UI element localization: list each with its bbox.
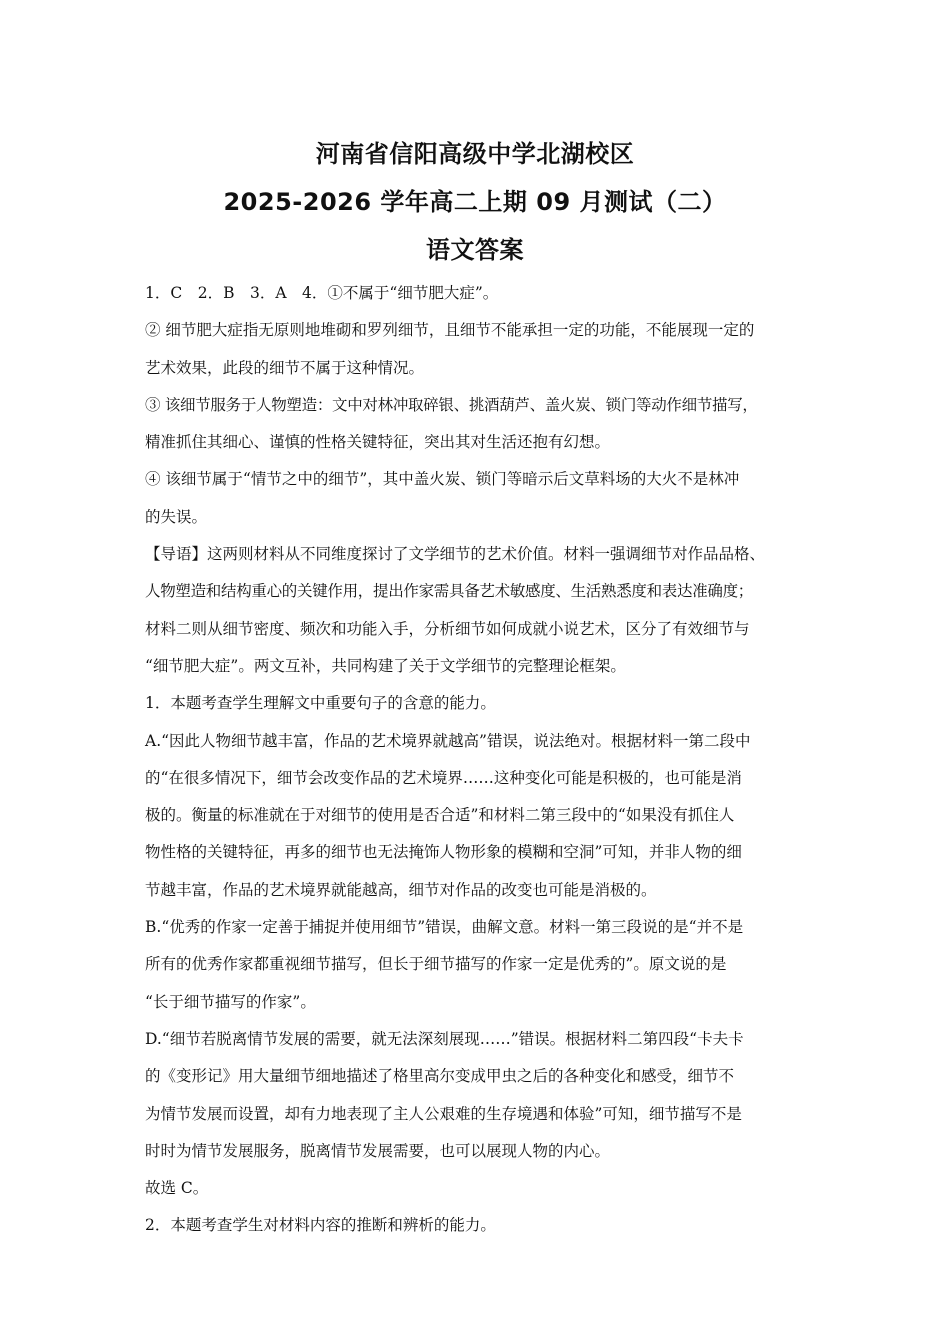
answer-line: 精准抓住其细心、谨慎的性格关键特征，突出其对生活还抱有幻想。 xyxy=(145,433,611,452)
intro-line: 【导语】这两则材料从不同维度探讨了文学细节的艺术价值。材料一强调细节对作品品格、 xyxy=(145,545,766,564)
answer-line: 的失误。 xyxy=(145,507,208,526)
question-heading: 1．本题考查学生理解文中重要句子的含意的能力。 xyxy=(145,694,496,713)
intro-line: “细节肥大症”。两文互补，共同构建了关于文学细节的完整理论框架。 xyxy=(145,656,626,675)
analysis-line: 的《变形记》用大量细节细地描述了格里高尔变成甲虫之后的各种变化和感受，细节不 xyxy=(145,1067,735,1086)
document-header xyxy=(0,130,950,274)
analysis-line: 极的。衡量的标准就在于对细节的使用是否合适”和材料二第三段中的“如果没有抓住人 xyxy=(145,806,735,825)
analysis-line: D.“细节若脱离情节发展的需要，就无法深刻展现……”错误。根据材料二第四段“卡夫卡 xyxy=(145,1029,744,1048)
analysis-line: “长于细节描写的作家”。 xyxy=(145,992,316,1011)
answer-line: ③ 该细节服务于人物塑造：文中对林冲取碎银、挑酒葫芦、盖火炭、锁门等动作细节描写， xyxy=(145,395,758,414)
intro-line: 材料二则从细节密度、频次和功能入手，分析细节如何成就小说艺术，区分了有效细节与 xyxy=(145,619,750,638)
analysis-line: B.“优秀的作家一定善于捕捉并使用细节”错误，曲解文意。材料一第三段说的是“并不是 xyxy=(145,918,744,937)
answer-line: ④ 该细节属于“情节之中的细节”，其中盖火炭、锁门等暗示后文草料场的大火不是林冲 xyxy=(145,470,740,489)
analysis-line: A.“因此人物细节越丰富，作品的艺术境界就越高”错误，说法绝对。根据材料一第二段中 xyxy=(145,731,751,750)
exam-title: 2025-2026 学年高二上期 09 月测试（二） xyxy=(223,188,727,216)
answer-body xyxy=(145,275,820,1245)
analysis-line: 为情节发展而设置，却有力地表现了主人公艰难的生存境遇和体验”可知，细节描写不是 xyxy=(145,1104,742,1123)
analysis-line: 所有的优秀作家都重视细节描写，但长于细节描写的作家一定是优秀的”。原文说的是 xyxy=(145,955,727,974)
answer-line: 艺术效果，此段的细节不属于这种情况。 xyxy=(145,358,425,377)
analysis-line: 节越丰富，作品的艺术境界就能越高，细节对作品的改变也可能是消极的。 xyxy=(145,880,657,899)
answer-line: 1．C 2．B 3．A 4．①不属于“细节肥大症”。 xyxy=(145,284,499,302)
answer-line: ② 细节肥大症指无原则地堆砌和罗列细节，且细节不能承担一定的功能，不能展现一定的 xyxy=(145,321,755,340)
subject-title: 语文答案 xyxy=(426,236,524,264)
intro-line: 人物塑造和结构重心的关键作用，提出作家需具备艺术敏感度、生活熟悉度和表达准确度； xyxy=(145,582,754,601)
analysis-line: 物性格的关键特征，再多的细节也无法掩饰人物形象的模糊和空洞”可知，并非人物的细 xyxy=(145,843,742,862)
analysis-line: 的“在很多情况下，细节会改变作品的艺术境界……这种变化可能是积极的，也可能是消 xyxy=(145,768,742,787)
answer-choice: 故选 C。 xyxy=(145,1179,209,1198)
school-title: 河南省信阳高级中学北湖校区 xyxy=(315,140,635,168)
analysis-line: 时时为情节发展服务，脱离情节发展需要，也可以展现人物的内心。 xyxy=(145,1141,611,1160)
question-heading: 2．本题考查学生对材料内容的推断和辨析的能力。 xyxy=(145,1216,496,1235)
